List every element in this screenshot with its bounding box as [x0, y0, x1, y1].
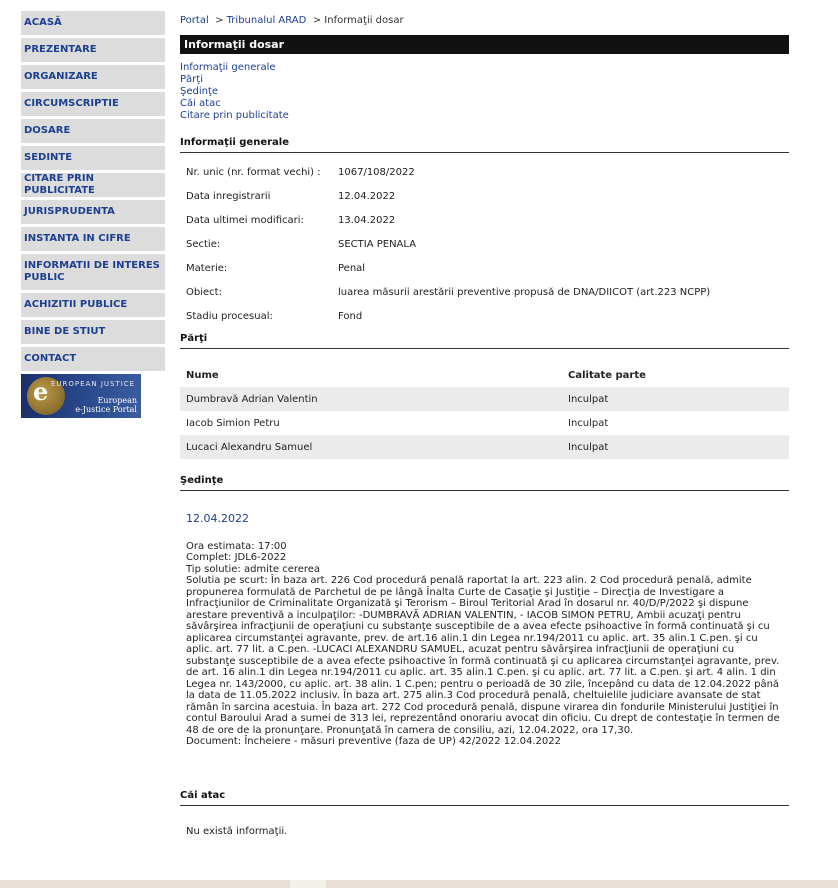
sedinta-date: 12.04.2022	[186, 512, 249, 525]
info-value: 1067/108/2022	[338, 167, 415, 178]
general-info-table	[186, 167, 789, 333]
table-header	[180, 363, 789, 387]
nav-bine-de-stiut[interactable]: BINE DE STIUT	[21, 320, 165, 344]
footer-strip	[0, 880, 838, 888]
table-row	[180, 387, 789, 411]
info-value: SECTIA PENALA	[338, 239, 417, 250]
main-content	[180, 11, 789, 837]
nav-jurisprudenta[interactable]: JURISPRUDENTA	[21, 200, 165, 224]
info-label: Obiect:	[186, 287, 222, 298]
parte-calitate: Inculpat	[568, 393, 609, 405]
info-value: luarea măsurii arestării preventive propusă de DNA/DIICOT (art.223 NCPP)	[338, 287, 711, 298]
link-cai-atac[interactable]: Căi atac	[180, 98, 221, 109]
nav-informatii-interes-public[interactable]: INFORMATII DE INTERES PUBLIC	[21, 254, 165, 290]
parte-nume: Dumbravă Adrian Valentin	[186, 393, 318, 405]
heading-informatii-generale: Informaţii generale	[180, 137, 789, 153]
column-header-calitate: Calitate parte	[568, 369, 646, 381]
breadcrumb	[180, 11, 789, 33]
info-row	[186, 239, 789, 263]
ejustice-title	[75, 396, 137, 414]
cai-atac-empty-message: Nu există informaţii.	[186, 825, 288, 837]
info-label: Sectie:	[186, 239, 221, 250]
sedinta-entry	[186, 513, 789, 748]
nav-circumscriptie[interactable]: CIRCUMSCRIPTIE	[21, 92, 165, 116]
nav-organizare[interactable]: ORGANIZARE	[21, 65, 165, 89]
breadcrumb-current: Informaţii dosar	[324, 15, 404, 26]
sedinta-ora: Ora estimata: 17:00	[186, 540, 287, 552]
info-label: Stadiu procesual:	[186, 311, 273, 322]
breadcrumb-portal[interactable]: Portal	[180, 15, 209, 26]
table-row	[180, 435, 789, 459]
link-parti[interactable]: Părţi	[180, 74, 203, 85]
info-row	[186, 167, 789, 191]
parte-nume: Lucaci Alexandru Samuel	[186, 441, 313, 453]
link-citare-prin-publicitate[interactable]: Citare prin publicitate	[180, 110, 289, 121]
nav-instanta-in-cifre[interactable]: INSTANTA IN CIFRE	[21, 227, 165, 251]
sedinta-complet: Complet: JDL6-2022	[186, 552, 287, 563]
nav-sedinte[interactable]: SEDINTE	[21, 146, 165, 170]
info-value: 13.04.2022	[338, 215, 396, 226]
sidebar-nav	[21, 11, 165, 418]
sedinta-tip-solutie: Tip solutie: admite cererea	[186, 563, 321, 575]
info-label: Materie:	[186, 263, 228, 274]
nav-acasa[interactable]: ACASĂ	[21, 11, 165, 35]
info-row	[186, 311, 789, 333]
info-row	[186, 215, 789, 239]
info-label: Data inregistrarii	[186, 191, 271, 202]
info-row	[186, 263, 789, 287]
page-title: Informaţii dosar	[180, 35, 789, 54]
info-value: Penal	[338, 263, 366, 274]
ejustice-portal-banner[interactable]	[21, 374, 141, 418]
nav-contact[interactable]: CONTACT	[21, 347, 165, 371]
parti-table	[180, 363, 789, 459]
table-row	[180, 411, 789, 435]
info-row	[186, 287, 789, 311]
ejustice-tagline: EUROPEAN JUSTICE	[51, 380, 136, 388]
heading-parti: Părţi	[180, 333, 789, 349]
ejustice-title-line1: European	[97, 396, 137, 405]
ejustice-e-icon: e	[33, 377, 49, 406]
parte-nume: Iacob Simion Petru	[186, 417, 280, 429]
nav-dosare[interactable]: DOSARE	[21, 119, 165, 143]
nav-prezentare[interactable]: PREZENTARE	[21, 38, 165, 62]
sedinta-solutie: Solutia pe scurt: În baza art. 226 Cod procedură penală raportat la art. 223 alin. 2 Cod procedură penală, admite propunerea formulată de Parchetul de pe lângă Înalta Curte de Casaţie şi Justiţie – Direcţia de Investigare a Infracţiunilor de Criminalitate Organizată şi Terorism – Biroul Teritorial Arad în dosarul nr. 40/D/P/2022 şi dispune arestare preventivă a inculpaţilor: -DUMBRAVĂ ADRIAN VALENTIN, - IACOB SIMON PETRU, Ambii acuzaţi pentru săvârşirea infracţiunii de operaţiuni cu substanţe susceptibile de a avea efecte psihoactive în formă continuată şi cu aplicarea circumstanţei agravante, prev. de art.16 alin.1 din Legea nr.194/2011 cu aplic. art. 35 alin.1 C.pen. şi cu aplic. art. 77 lit. a C.pen. -LUCACI ALEXANDRU SAMUEL, acuzat pentru săvârşirea infracţiunii de operaţiuni cu substanţe susceptibile de a avea efecte psihoactive în formă continuată şi cu aplicarea circumstanţei agravante, prev. de art. 16 alin.1 din Legea nr.194/2011 cu aplic. art. 35 alin.1 C.pen. şi cu aplic. art. 77 lit. a C.pen. şi art. 4 alin. 1 din Legea nr. 143/2000, cu aplic. art. 38 alin. 1 C.pen; pentru o perioadă de 30 zile, începând cu data de 12.04.2022 până la data de 11.05.2022 inclusiv. În baza art. 275 alin.3 Cod procedură penală, cheltuielile judiciare avansate de stat rămân în sarcina acestuia. În baza art. 272 Cod procedură penală, dispune virarea din fondurile Ministerului Justiţiei în contul Baroului Arad a sumei de 313 lei, reprezentând onorariu avocat din oficiu. Cu drept de contestaţie în termen de 48 de ore de la pronunţare. Pronunţată în camera de consiliu, azi, 12.04.2022, ora 17,30.	[186, 575, 780, 736]
breadcrumb-separator: >	[312, 15, 322, 26]
info-row	[186, 191, 789, 215]
nav-citare-prin-publicitate[interactable]: CITARE PRIN PUBLICITATE	[21, 173, 165, 197]
section-links	[180, 62, 789, 122]
ejustice-title-line2: e-Justice Portal	[75, 405, 137, 414]
info-label: Data ultimei modificari:	[186, 215, 304, 226]
link-sedinte[interactable]: Şedinţe	[180, 86, 219, 97]
parte-calitate: Inculpat	[568, 441, 609, 453]
info-value: 12.04.2022	[338, 191, 396, 202]
info-value: Fond	[338, 311, 363, 322]
link-informatii-generale[interactable]: Informaţii generale	[180, 62, 276, 73]
breadcrumb-separator: >	[215, 15, 224, 26]
footer-strip-gap	[290, 880, 326, 888]
info-label: Nr. unic (nr. format vechi) :	[186, 167, 321, 178]
parte-calitate: Inculpat	[568, 417, 609, 429]
sedinta-document: Document: Încheiere - măsuri preventive (faza de UP) 42/2022 12.04.2022	[186, 736, 561, 747]
nav-achizitii-publice[interactable]: ACHIZITII PUBLICE	[21, 293, 165, 317]
breadcrumb-tribunal[interactable]: Tribunalul ARAD	[226, 15, 307, 26]
column-header-nume: Nume	[186, 369, 219, 381]
heading-cai-atac: Căi atac	[180, 790, 789, 806]
heading-sedinte: Şedinţe	[180, 475, 789, 491]
